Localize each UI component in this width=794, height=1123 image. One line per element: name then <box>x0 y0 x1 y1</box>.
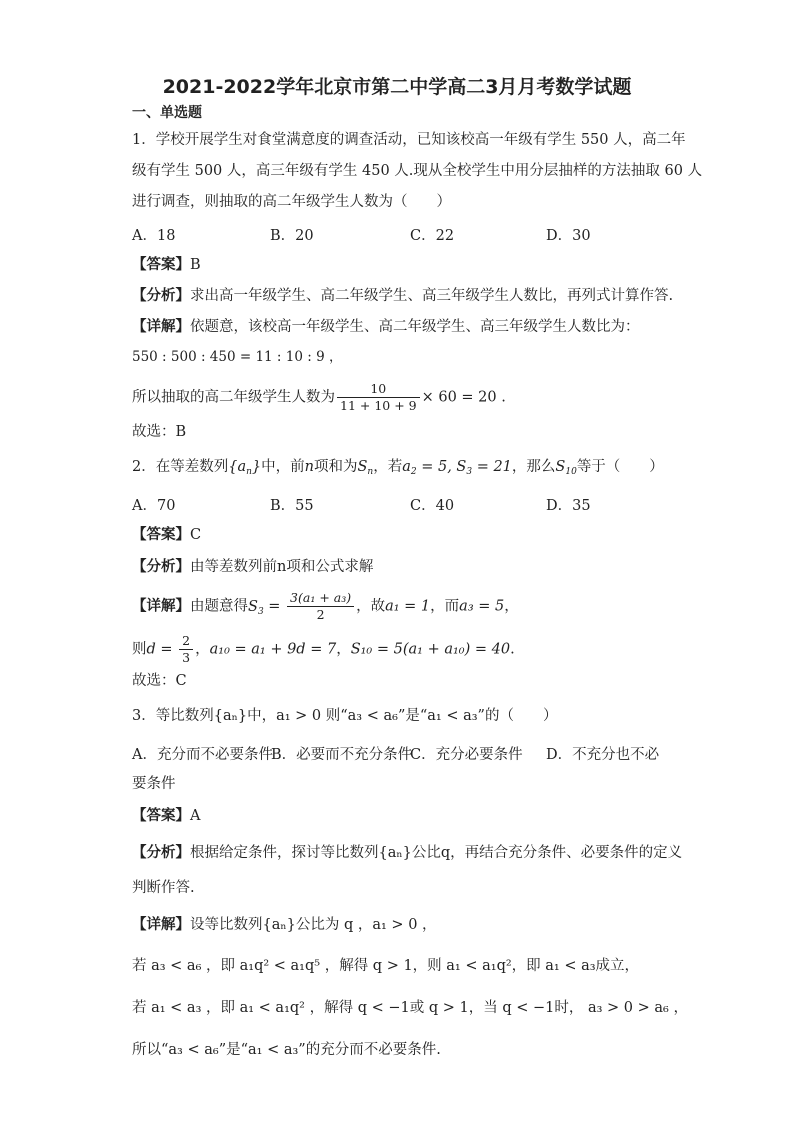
S: S <box>555 459 566 475</box>
q3-analysis-line1 <box>132 843 682 863</box>
sequence-symbol <box>228 459 261 475</box>
analysis-tag: 【分析】 <box>132 844 190 861</box>
a1-value: a₁ = 1 <box>385 598 431 615</box>
analysis-tag: 【分析】 <box>132 287 190 304</box>
S-sub: 3 <box>257 606 264 617</box>
detail-text: ，故 <box>356 598 386 615</box>
q2-stem-text: 项和为 <box>313 459 358 475</box>
q2-stem-text: 中，前 <box>261 459 305 475</box>
q3-detail-line1 <box>132 915 437 935</box>
q2-stem-text: ，若 <box>373 459 403 475</box>
fraction-numerator: 3(a₁ + a₃) <box>287 590 354 607</box>
detail-text: 由题意得 <box>190 598 248 615</box>
q1-detail <box>132 317 640 337</box>
fraction-numerator: 2 <box>179 633 193 650</box>
q1-option-b: B．20 <box>270 228 314 244</box>
answer-tag: 【答案】 <box>132 526 190 543</box>
q3-detail-line3: 若 a₁ < a₃ ，即 a₁ < a₁q² ，解得 q < −1或 q > 1，当 q < −1时， a₃ > 0 > a₆ ， <box>132 1000 688 1016</box>
answer-value: A <box>190 808 201 824</box>
a: a <box>402 459 411 475</box>
answer-tag: 【答案】 <box>132 256 190 273</box>
fraction <box>179 633 193 666</box>
detail-text: 依题意，该校高一年级学生、高二年级学生、高三年级学生人数比为： <box>190 319 640 335</box>
q3-stem: 3．等比数列{aₙ}中，a₁ > 0 则“a₃ < a₆”是“a₁ < a₃”的（ ） <box>132 708 558 724</box>
q1-stem-line2: 级有学生 500 人，高三年级有学生 450 人.现从全校学生中用分层抽样的方法抽取 60 人 <box>132 163 703 179</box>
q1-option-a: A．18 <box>132 228 176 244</box>
q2-answer <box>132 525 201 545</box>
computation-result: × 60 = 20 . <box>421 389 506 406</box>
fraction <box>287 590 354 623</box>
answer-value: C <box>190 527 202 543</box>
analysis-text: 根据给定条件，探讨等比数列{aₙ}公比q，再结合充分条件、必要条件的定义 <box>190 845 683 861</box>
q1-conclusion: 故选：B <box>132 424 187 440</box>
q2-option-a: A．70 <box>132 498 176 514</box>
answer-tag: 【答案】 <box>132 807 190 824</box>
q3-option-c: C．充分必要条件 <box>410 747 523 763</box>
n-symbol: n <box>304 459 314 475</box>
detail-tag: 【详解】 <box>132 318 190 335</box>
q3-answer <box>132 806 200 826</box>
q2-analysis <box>132 557 373 577</box>
fraction-numerator: 10 <box>337 381 420 398</box>
q2-option-d: D．35 <box>546 498 591 514</box>
document-title: 2021-2022学年北京市第二中学高二3月月考数学试题 <box>162 76 632 98</box>
detail-tag: 【详解】 <box>132 916 190 933</box>
q1-ratio: 550 : 500 : 450 = 11 : 10 : 9 ， <box>132 349 343 365</box>
q2-detail-line1 <box>132 590 519 623</box>
q3-detail-line2: 若 a₃ < a₆ ，即 a₁q² < a₁q⁵ ，解得 q > 1，则 a₁ < a₁q²，即 a₁ < a₃成立， <box>132 958 640 974</box>
a3-value: a₃ = 5 <box>459 598 505 615</box>
q3-option-d-wrap: 要条件 <box>132 776 176 792</box>
analysis-tag: 【分析】 <box>132 558 190 575</box>
q3-option-d: D．不充分也不必 <box>546 747 660 763</box>
q2-stem-text: ，那么 <box>511 459 556 475</box>
q2-conclusion: 故选：C <box>132 673 187 689</box>
s3-symbol <box>248 599 264 615</box>
a-sub: 2 <box>410 467 417 477</box>
seq-open: {a <box>228 459 247 475</box>
s10-expression: S₁₀ = 5(a₁ + a₁₀) = 40 <box>350 641 511 658</box>
d-symbol: d = <box>146 641 178 658</box>
s10-symbol <box>555 459 576 475</box>
fraction-denominator: 2 <box>316 607 325 622</box>
detail-text: ，而 <box>430 598 460 615</box>
q1-answer <box>132 255 201 275</box>
detail-text: ， <box>504 598 519 615</box>
cond-end: = 21 <box>472 459 512 475</box>
S-sub: n <box>367 467 374 477</box>
analysis-text: 求出高一年级学生、高二年级学生、高三年级学生人数比，再列式计算作答. <box>190 288 674 304</box>
q3-detail-line4: 所以“a₃ < a₆”是“a₁ < a₃”的充分而不必要条件. <box>132 1042 441 1058</box>
seq-sub: n <box>246 467 252 477</box>
answer-value: B <box>190 257 201 273</box>
q1-stem-line1: 1．学校开展学生对食堂满意度的调查活动，已知该校高一年级有学生 550 人，高二年 <box>132 132 686 148</box>
seq-close: } <box>251 459 262 475</box>
sum-symbol <box>357 459 373 475</box>
q1-option-d: D．30 <box>546 228 591 244</box>
detail-text: 设等比数列{aₙ}公比为 q ，a₁ > 0 ， <box>190 917 437 933</box>
q1-stem-line3: 进行调查，则抽取的高二年级学生人数为（ ） <box>132 194 451 210</box>
computation-text: 所以抽取的高二年级学生人数为 <box>132 389 335 406</box>
condition <box>402 459 512 475</box>
S-sub: 3 <box>466 467 473 477</box>
q2-option-c: C．40 <box>410 498 455 514</box>
detail-tag: 【详解】 <box>132 597 190 615</box>
a10-expression: a₁₀ = a₁ + 9d = 7 <box>209 641 337 658</box>
S: S <box>357 459 368 475</box>
q2-option-b: B．55 <box>270 498 314 514</box>
q2-stem-text: 等于（ ） <box>576 459 664 475</box>
detail-text: ， <box>195 641 210 658</box>
fraction <box>337 381 420 414</box>
equals: = <box>263 598 286 615</box>
q2-stem <box>132 457 664 482</box>
q2-detail-line2 <box>132 633 515 666</box>
q3-option-b: B．必要而不充分条件 <box>271 747 413 763</box>
analysis-text: 由等差数列前n项和公式求解 <box>190 559 374 575</box>
fraction-denominator: 3 <box>182 650 191 665</box>
fraction-denominator: 11 + 10 + 9 <box>340 398 417 413</box>
section-heading: 一、单选题 <box>132 105 202 121</box>
detail-text: . <box>510 641 515 658</box>
cond-mid: = 5, S <box>416 459 467 475</box>
q3-option-a: A．充分而不必要条件 <box>132 747 273 763</box>
S: S <box>248 598 258 615</box>
q1-analysis <box>132 286 673 306</box>
q1-option-c: C．22 <box>410 228 455 244</box>
detail-text: 则 <box>132 641 147 658</box>
detail-text: ， <box>336 641 351 658</box>
q2-stem-text: 2．在等差数列 <box>132 459 229 475</box>
q1-computation <box>132 381 506 414</box>
q3-analysis-line2: 判断作答. <box>132 880 195 896</box>
S-sub: 10 <box>565 467 577 477</box>
